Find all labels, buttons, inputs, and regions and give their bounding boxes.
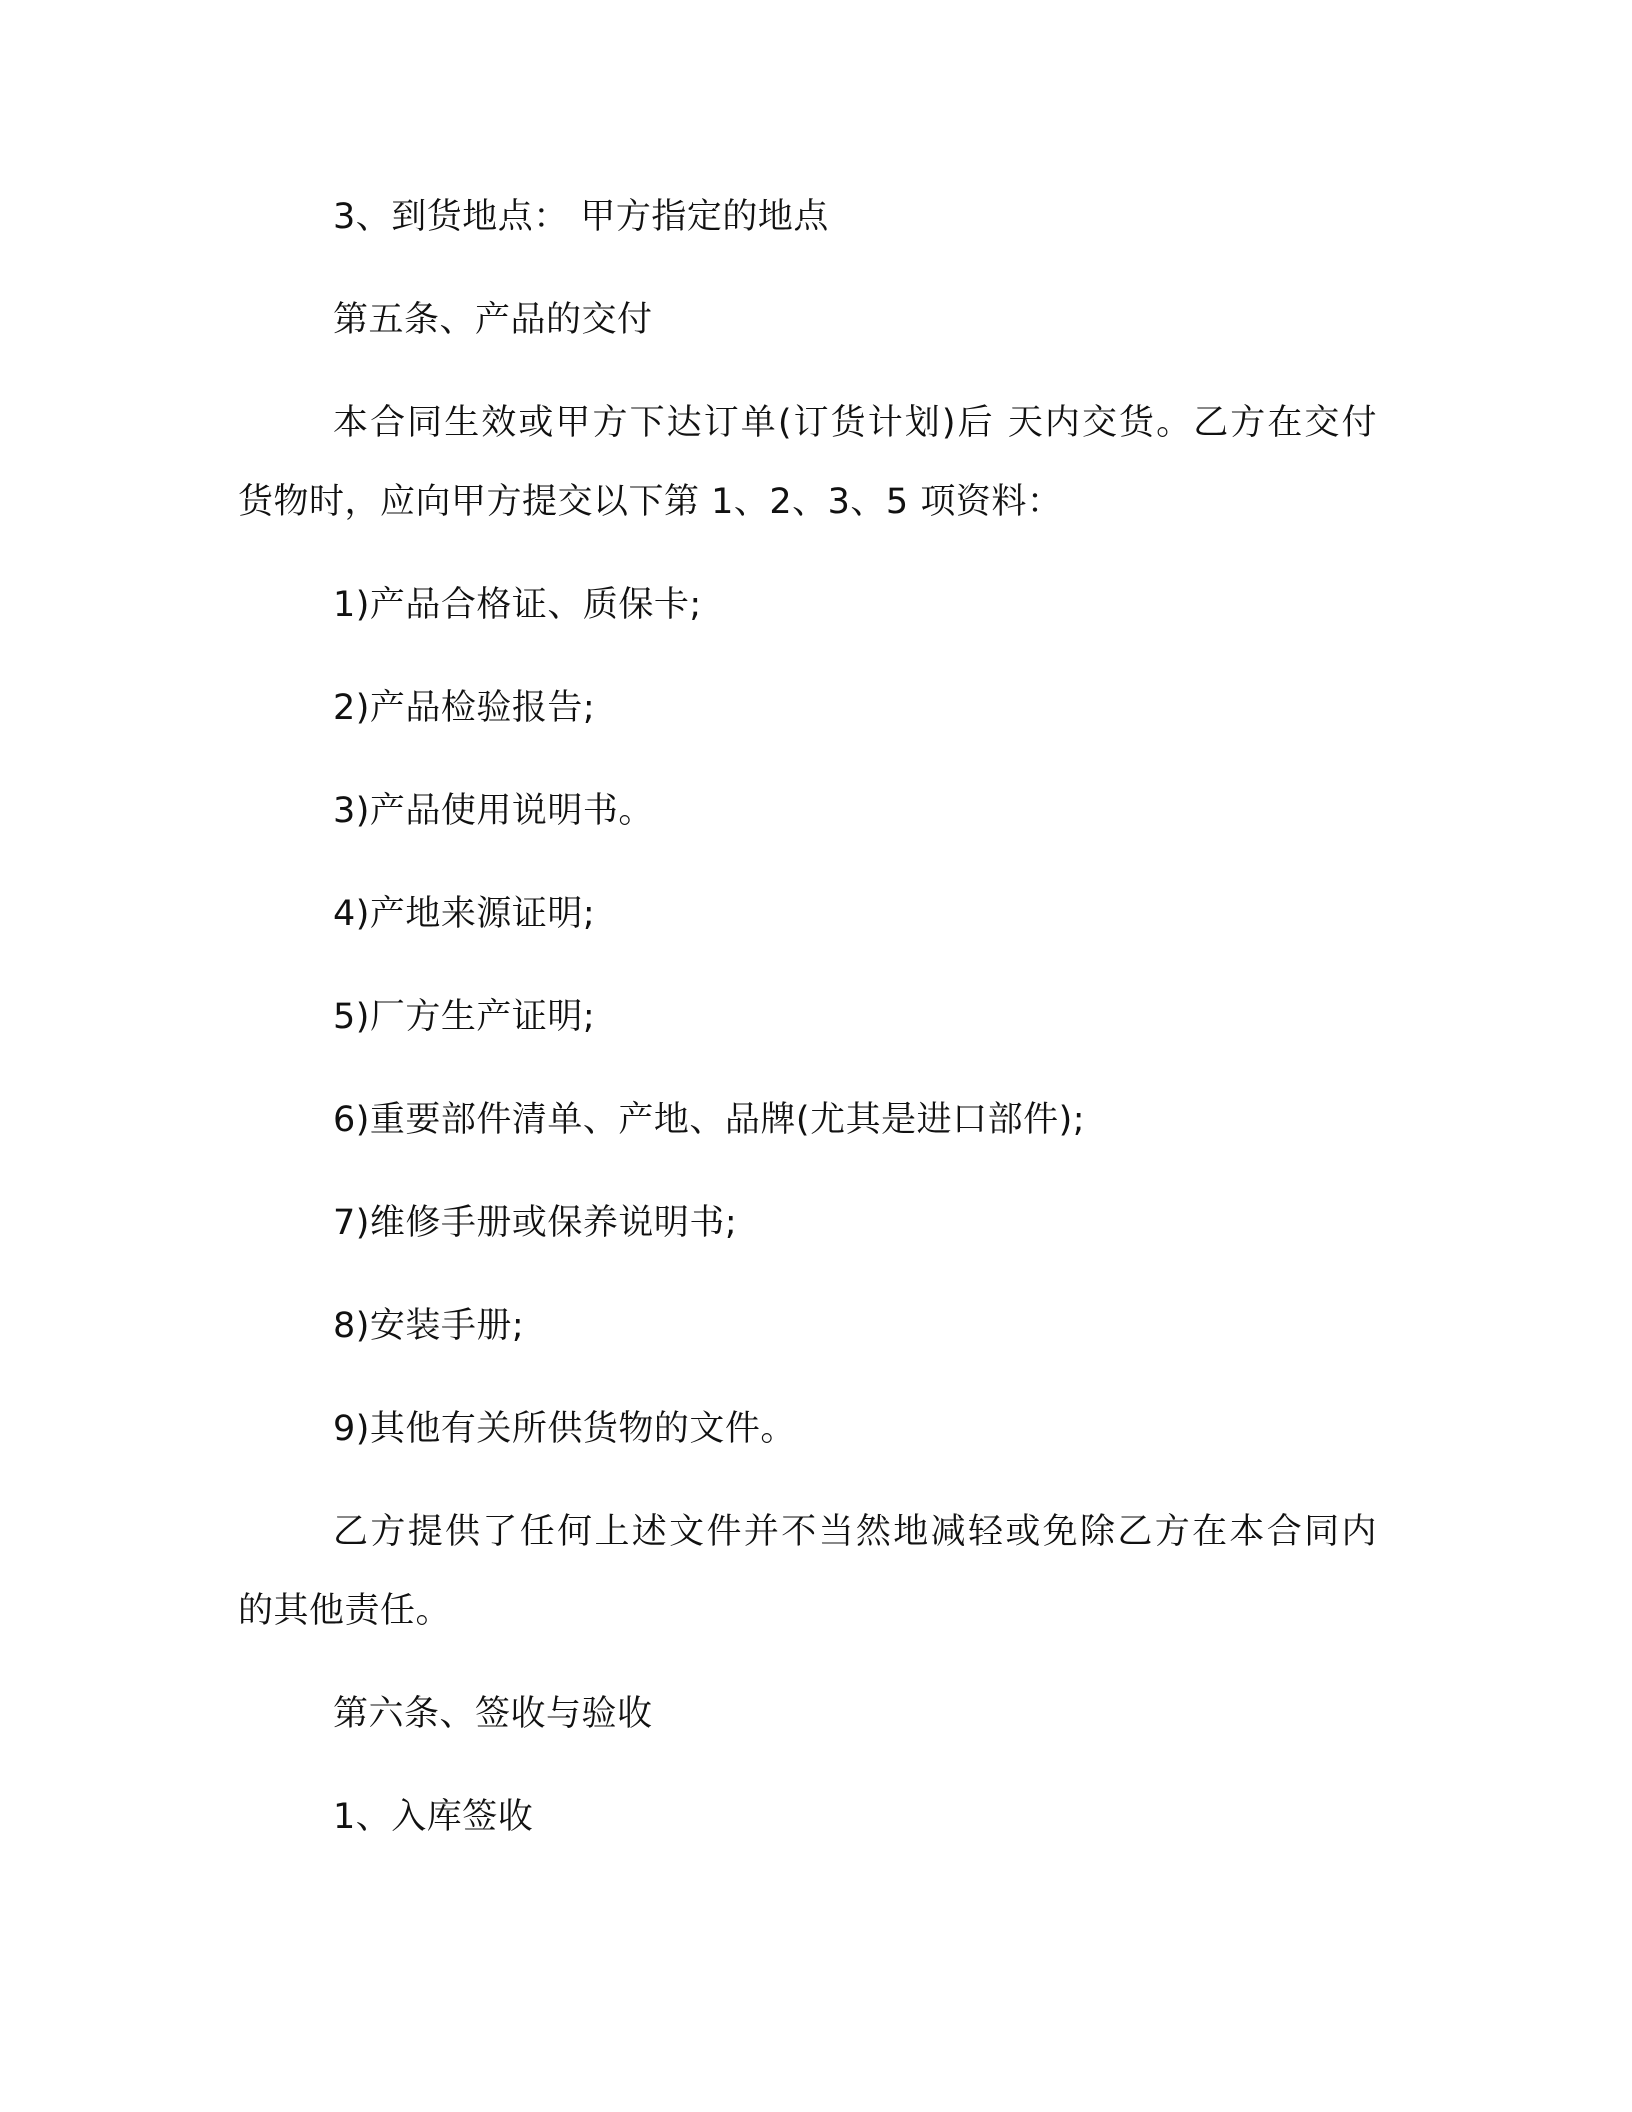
liability-paragraph-line-1: 乙方提供了任何上述文件并不当然地减轻或免除乙方在本合同内 bbox=[333, 1512, 1377, 1552]
list-item-1: 1)产品合格证、质保卡; bbox=[333, 585, 702, 625]
article-6-heading: 第六条、签收与验收 bbox=[333, 1694, 653, 1734]
list-item-4: 4)产地来源证明; bbox=[333, 894, 596, 934]
list-item-8: 8)安装手册; bbox=[333, 1306, 525, 1346]
list-item-2: 2)产品检验报告; bbox=[333, 688, 596, 728]
warehouse-receipt-line: 1、入库签收 bbox=[333, 1797, 534, 1837]
article-5-paragraph-line-1: 本合同生效或甲方下达订单(订货计划)后 天内交货。乙方在交付 bbox=[333, 403, 1377, 443]
article-5-heading: 第五条、产品的交付 bbox=[333, 300, 653, 340]
list-item-5: 5)厂方生产证明; bbox=[333, 997, 596, 1037]
list-item-7: 7)维修手册或保养说明书; bbox=[333, 1203, 738, 1243]
liability-paragraph-line-2: 的其他责任。 bbox=[238, 1591, 452, 1631]
article-5-paragraph-line-2: 货物时，应向甲方提交以下第 1、2、3、5 项资料： bbox=[238, 482, 1063, 522]
delivery-location-line: 3、到货地点： 甲方指定的地点 bbox=[333, 197, 829, 237]
list-item-9: 9)其他有关所供货物的文件。 bbox=[333, 1409, 796, 1449]
list-item-3: 3)产品使用说明书。 bbox=[333, 791, 654, 831]
list-item-6: 6)重要部件清单、产地、品牌(尤其是进口部件); bbox=[333, 1100, 1086, 1140]
